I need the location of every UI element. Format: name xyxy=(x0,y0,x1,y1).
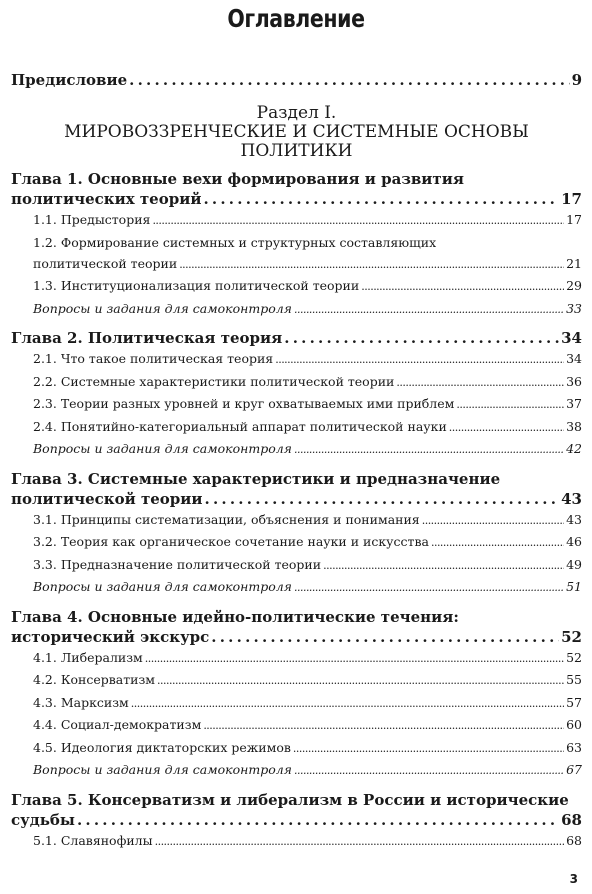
chapter-block xyxy=(11,469,582,599)
toc-subentry[interactable] xyxy=(11,830,582,853)
chapter-title-line: политических теорий xyxy=(11,190,202,208)
toc-subentry[interactable] xyxy=(11,509,582,532)
subentry-page: 55 xyxy=(566,672,582,687)
leader-dots xyxy=(77,810,559,830)
toc-subentry[interactable] xyxy=(11,692,582,715)
toc-subentry-questions[interactable] xyxy=(11,759,582,782)
chapter-page: 43 xyxy=(561,489,582,508)
subentry-page: 43 xyxy=(566,511,582,527)
toc-subentry[interactable] xyxy=(11,737,582,760)
leader-dots xyxy=(422,509,564,532)
leader-dots xyxy=(152,209,564,232)
toc-subentry[interactable] xyxy=(11,554,582,577)
subentry-label: 4.2. Консерватизм xyxy=(33,672,156,687)
chapter-title-line: политической теории xyxy=(11,489,203,508)
chapter-page: 17 xyxy=(561,190,582,208)
leader-dots xyxy=(157,669,564,692)
toc-subentry-questions[interactable] xyxy=(11,298,582,321)
leader-dots xyxy=(294,298,564,321)
subentry-label: 3.3. Предназначение политической теории xyxy=(33,556,322,572)
subentry-label: 1.3. Институционализация политической теории xyxy=(33,278,360,293)
leader-dots xyxy=(294,576,564,599)
chapter-title-line: Глава 1. Основные вехи формирования и развития xyxy=(11,170,464,188)
leader-dots xyxy=(275,348,564,371)
subentry-page: 67 xyxy=(566,762,582,777)
subentry-label: Вопросы и задания для самоконтроля xyxy=(33,762,292,777)
leader-dots xyxy=(323,554,564,577)
leader-dots xyxy=(293,737,564,760)
subentry-label: 3.2. Теория как органическое сочетание науки и искусства xyxy=(33,534,429,549)
subentry-page: 63 xyxy=(566,739,582,755)
toc-subentry[interactable] xyxy=(11,371,582,394)
subentry-label: 2.4. Понятийно-категориальный аппарат политической науки xyxy=(33,418,447,434)
toc-entry-preface[interactable] xyxy=(11,70,582,90)
toc-subentry-questions[interactable] xyxy=(11,576,582,599)
subentry-page: 51 xyxy=(566,579,582,594)
leader-dots xyxy=(396,371,564,394)
subentry-label: 5.1. Славянофилы xyxy=(33,832,153,848)
subentry-page: 33 xyxy=(566,300,582,316)
toc-entry-label: Предисловие xyxy=(11,71,128,89)
chapter-page: 34 xyxy=(561,329,582,347)
subentry-page: 60 xyxy=(566,717,582,732)
chapter-page: 68 xyxy=(561,810,582,829)
subentry-label: Вопросы и задания для самоконтроля xyxy=(33,300,292,316)
leader-dots xyxy=(284,328,559,348)
leader-dots xyxy=(131,692,564,715)
subentry-page: 29 xyxy=(566,278,582,293)
leader-dots xyxy=(203,189,559,209)
leader-dots xyxy=(211,627,559,647)
section-heading xyxy=(11,104,582,161)
leader-dots xyxy=(129,70,569,90)
leader-dots xyxy=(145,647,564,670)
subentry-page: 36 xyxy=(566,373,582,389)
leader-dots xyxy=(294,438,564,461)
subentry-page: 17 xyxy=(566,212,582,227)
leader-dots xyxy=(155,830,565,853)
subentry-label: политической теории xyxy=(33,255,178,271)
subentry-label: 1.1. Предыстория xyxy=(33,212,151,227)
toc-subentry[interactable] xyxy=(11,669,582,692)
table-of-contents xyxy=(11,70,582,860)
subentry-page: 21 xyxy=(566,255,582,271)
leader-dots xyxy=(456,393,564,416)
subentry-page: 34 xyxy=(566,351,582,366)
toc-entry-page: 9 xyxy=(571,71,582,89)
leader-dots xyxy=(431,531,564,554)
toc-subentry[interactable] xyxy=(11,209,582,232)
chapter-page: 52 xyxy=(561,627,582,646)
chapter-block xyxy=(11,790,582,853)
leader-dots xyxy=(205,489,560,509)
toc-subentry[interactable] xyxy=(11,531,582,554)
subentry-page: 52 xyxy=(566,649,582,665)
leader-dots xyxy=(203,714,564,737)
toc-subentry[interactable] xyxy=(11,232,582,276)
subentry-label: 4.3. Марксизм xyxy=(33,694,129,710)
chapter-heading[interactable] xyxy=(11,328,582,348)
chapter-block xyxy=(11,169,582,320)
subentry-label: 1.2. Формирование системных и структурных составляющих xyxy=(33,234,437,250)
chapter-block xyxy=(11,328,582,461)
leader-dots xyxy=(361,275,564,298)
subentry-label: 4.4. Социал-демократизм xyxy=(33,717,202,732)
subentry-label: 4.1. Либерализм xyxy=(33,649,143,665)
leader-dots xyxy=(294,759,564,782)
subentry-page: 42 xyxy=(566,441,582,456)
chapter-title-line: Глава 2. Политическая теория xyxy=(11,329,283,347)
chapter-block xyxy=(11,607,582,782)
chapter-heading[interactable] xyxy=(11,169,582,209)
page-number: 3 xyxy=(569,872,578,886)
subentry-page: 38 xyxy=(566,418,582,434)
subentry-label: 2.3. Теории разных уровней и круг охватываемых ими приблем xyxy=(33,396,455,411)
subentry-label: Вопросы и задания для самоконтроля xyxy=(33,579,292,594)
chapter-title-line: Глава 3. Системные характеристики и предназначение xyxy=(11,469,501,488)
chapter-title-line: исторический экскурс xyxy=(11,627,210,646)
toc-subentry[interactable] xyxy=(11,348,582,371)
toc-subentry[interactable] xyxy=(11,393,582,416)
toc-subentry-questions[interactable] xyxy=(11,438,582,461)
page-title: Оглавление xyxy=(227,4,365,33)
chapter-heading[interactable] xyxy=(11,790,582,830)
chapter-heading[interactable] xyxy=(11,607,582,647)
chapter-title-line: Глава 4. Основные идейно-политические течения: xyxy=(11,607,459,626)
toc-subentry[interactable] xyxy=(11,275,582,298)
subentry-label: 2.1. Что такое политическая теория xyxy=(33,351,274,366)
chapter-title-line: судьбы xyxy=(11,810,75,829)
section-number: Раздел I. xyxy=(256,103,337,123)
chapter-heading[interactable] xyxy=(11,469,582,509)
toc-subentry[interactable] xyxy=(11,647,582,670)
subentry-page: 49 xyxy=(566,556,582,572)
subentry-page: 37 xyxy=(566,396,582,411)
toc-subentry[interactable] xyxy=(11,416,582,439)
subentry-page: 57 xyxy=(566,694,582,710)
toc-subentry[interactable] xyxy=(11,714,582,737)
section-title-line: ПОЛИТИКИ xyxy=(240,141,353,161)
subentry-page: 46 xyxy=(566,534,582,549)
chapter-title-line: Глава 5. Консерватизм и либерализм в России и исторические xyxy=(11,790,569,809)
subentry-label: 4.5. Идеология диктаторских режимов xyxy=(33,739,291,755)
subentry-label: 2.2. Системные характеристики политической теории xyxy=(33,373,395,389)
leader-dots xyxy=(449,416,564,439)
section-title-line: МИРОВОЗЗРЕНЧЕСКИЕ И СИСТЕМНЫЕ ОСНОВЫ xyxy=(64,122,529,142)
leader-dots xyxy=(179,253,564,276)
subentry-page: 68 xyxy=(566,832,582,848)
subentry-label: 3.1. Принципы систематизации, объяснения и понимания xyxy=(33,511,420,527)
subentry-label: Вопросы и задания для самоконтроля xyxy=(33,441,292,456)
